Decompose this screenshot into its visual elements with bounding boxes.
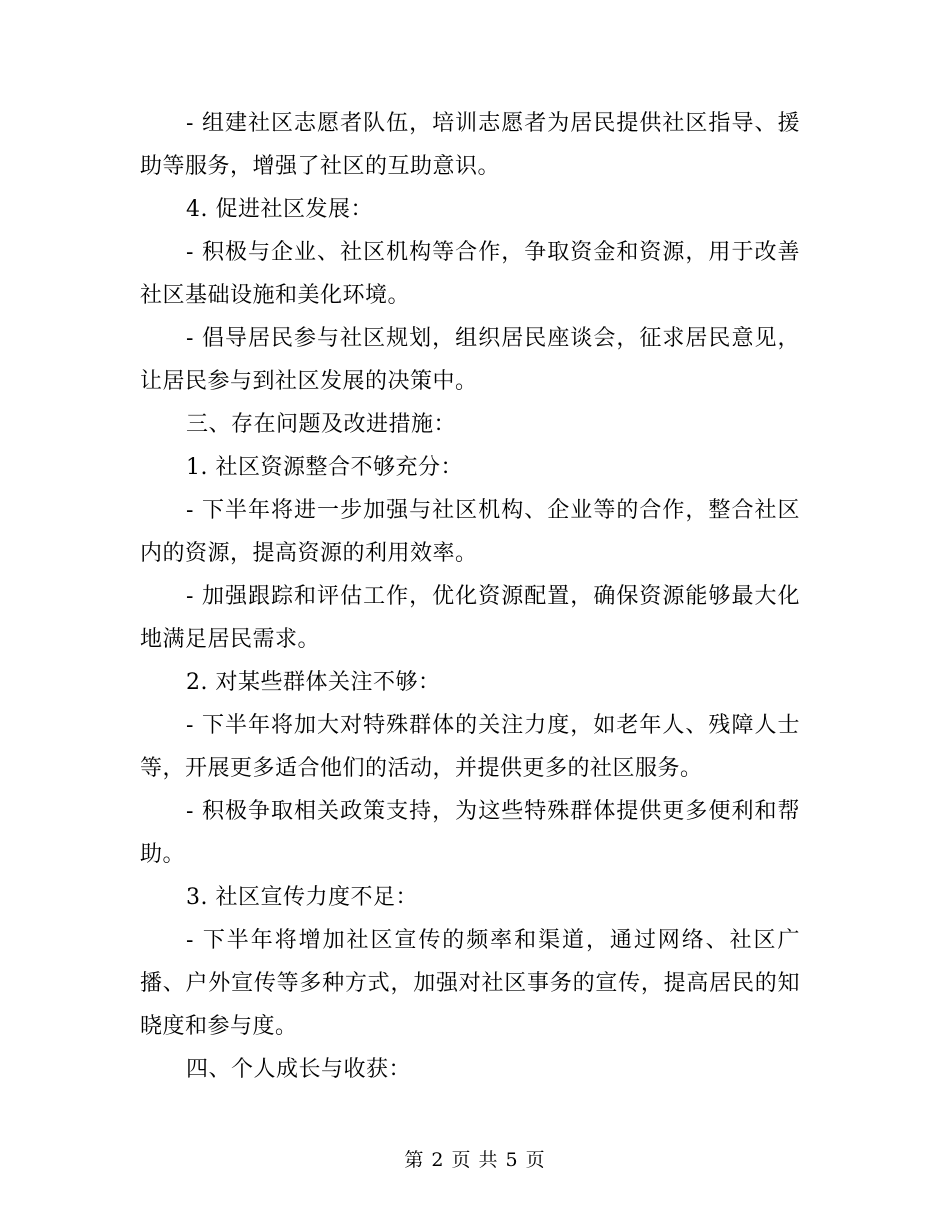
- paragraph-tracking-evaluation: - 加强跟踪和评估工作，优化资源配置，确保资源能够最大化地满足居民需求。: [140, 584, 800, 652]
- document-body: [140, 102, 800, 1091]
- paragraph-resident-planning: - 倡导居民参与社区规划，组织居民座谈会，征求居民意见，让居民参与到社区发展的决策中。: [140, 326, 800, 394]
- heading-publicity: 3. 社区宣传力度不足：: [186, 885, 418, 910]
- heading-personal-growth: 四、个人成长与收获：: [186, 1057, 412, 1082]
- paragraph-strengthen-cooperation: - 下半年将进一步加强与社区机构、企业等的合作，整合社区内的资源，提高资源的利用效率。: [140, 498, 800, 566]
- page-number-footer: 第 2 页 共 5 页: [404, 1149, 546, 1171]
- paragraph-policy-support: - 积极争取相关政策支持，为这些特殊群体提供更多便利和帮助。: [140, 799, 800, 867]
- heading-promote-development: 4. 促进社区发展：: [186, 197, 373, 222]
- paragraph-special-groups: - 下半年将加大对特殊群体的关注力度，如老年人、残障人士等，开展更多适合他们的活动，并提供更多的社区服务。: [140, 713, 800, 781]
- heading-problems-improvements: 三、存在问题及改进措施：: [186, 412, 457, 437]
- heading-resource-integration: 1. 社区资源整合不够充分：: [186, 455, 463, 480]
- paragraph-volunteer-team: - 组建社区志愿者队伍，培训志愿者为居民提供社区指导、援助等服务，增强了社区的互助意识。: [140, 111, 800, 179]
- heading-group-attention: 2. 对某些群体关注不够：: [186, 670, 441, 695]
- paragraph-publicity-channels: - 下半年将增加社区宣传的频率和渠道，通过网络、社区广播、户外宣传等多种方式，加强对社区事务的宣传，提高居民的知晓度和参与度。: [140, 928, 800, 1039]
- paragraph-cooperation: - 积极与企业、社区机构等合作，争取资金和资源，用于改善社区基础设施和美化环境。: [140, 240, 800, 308]
